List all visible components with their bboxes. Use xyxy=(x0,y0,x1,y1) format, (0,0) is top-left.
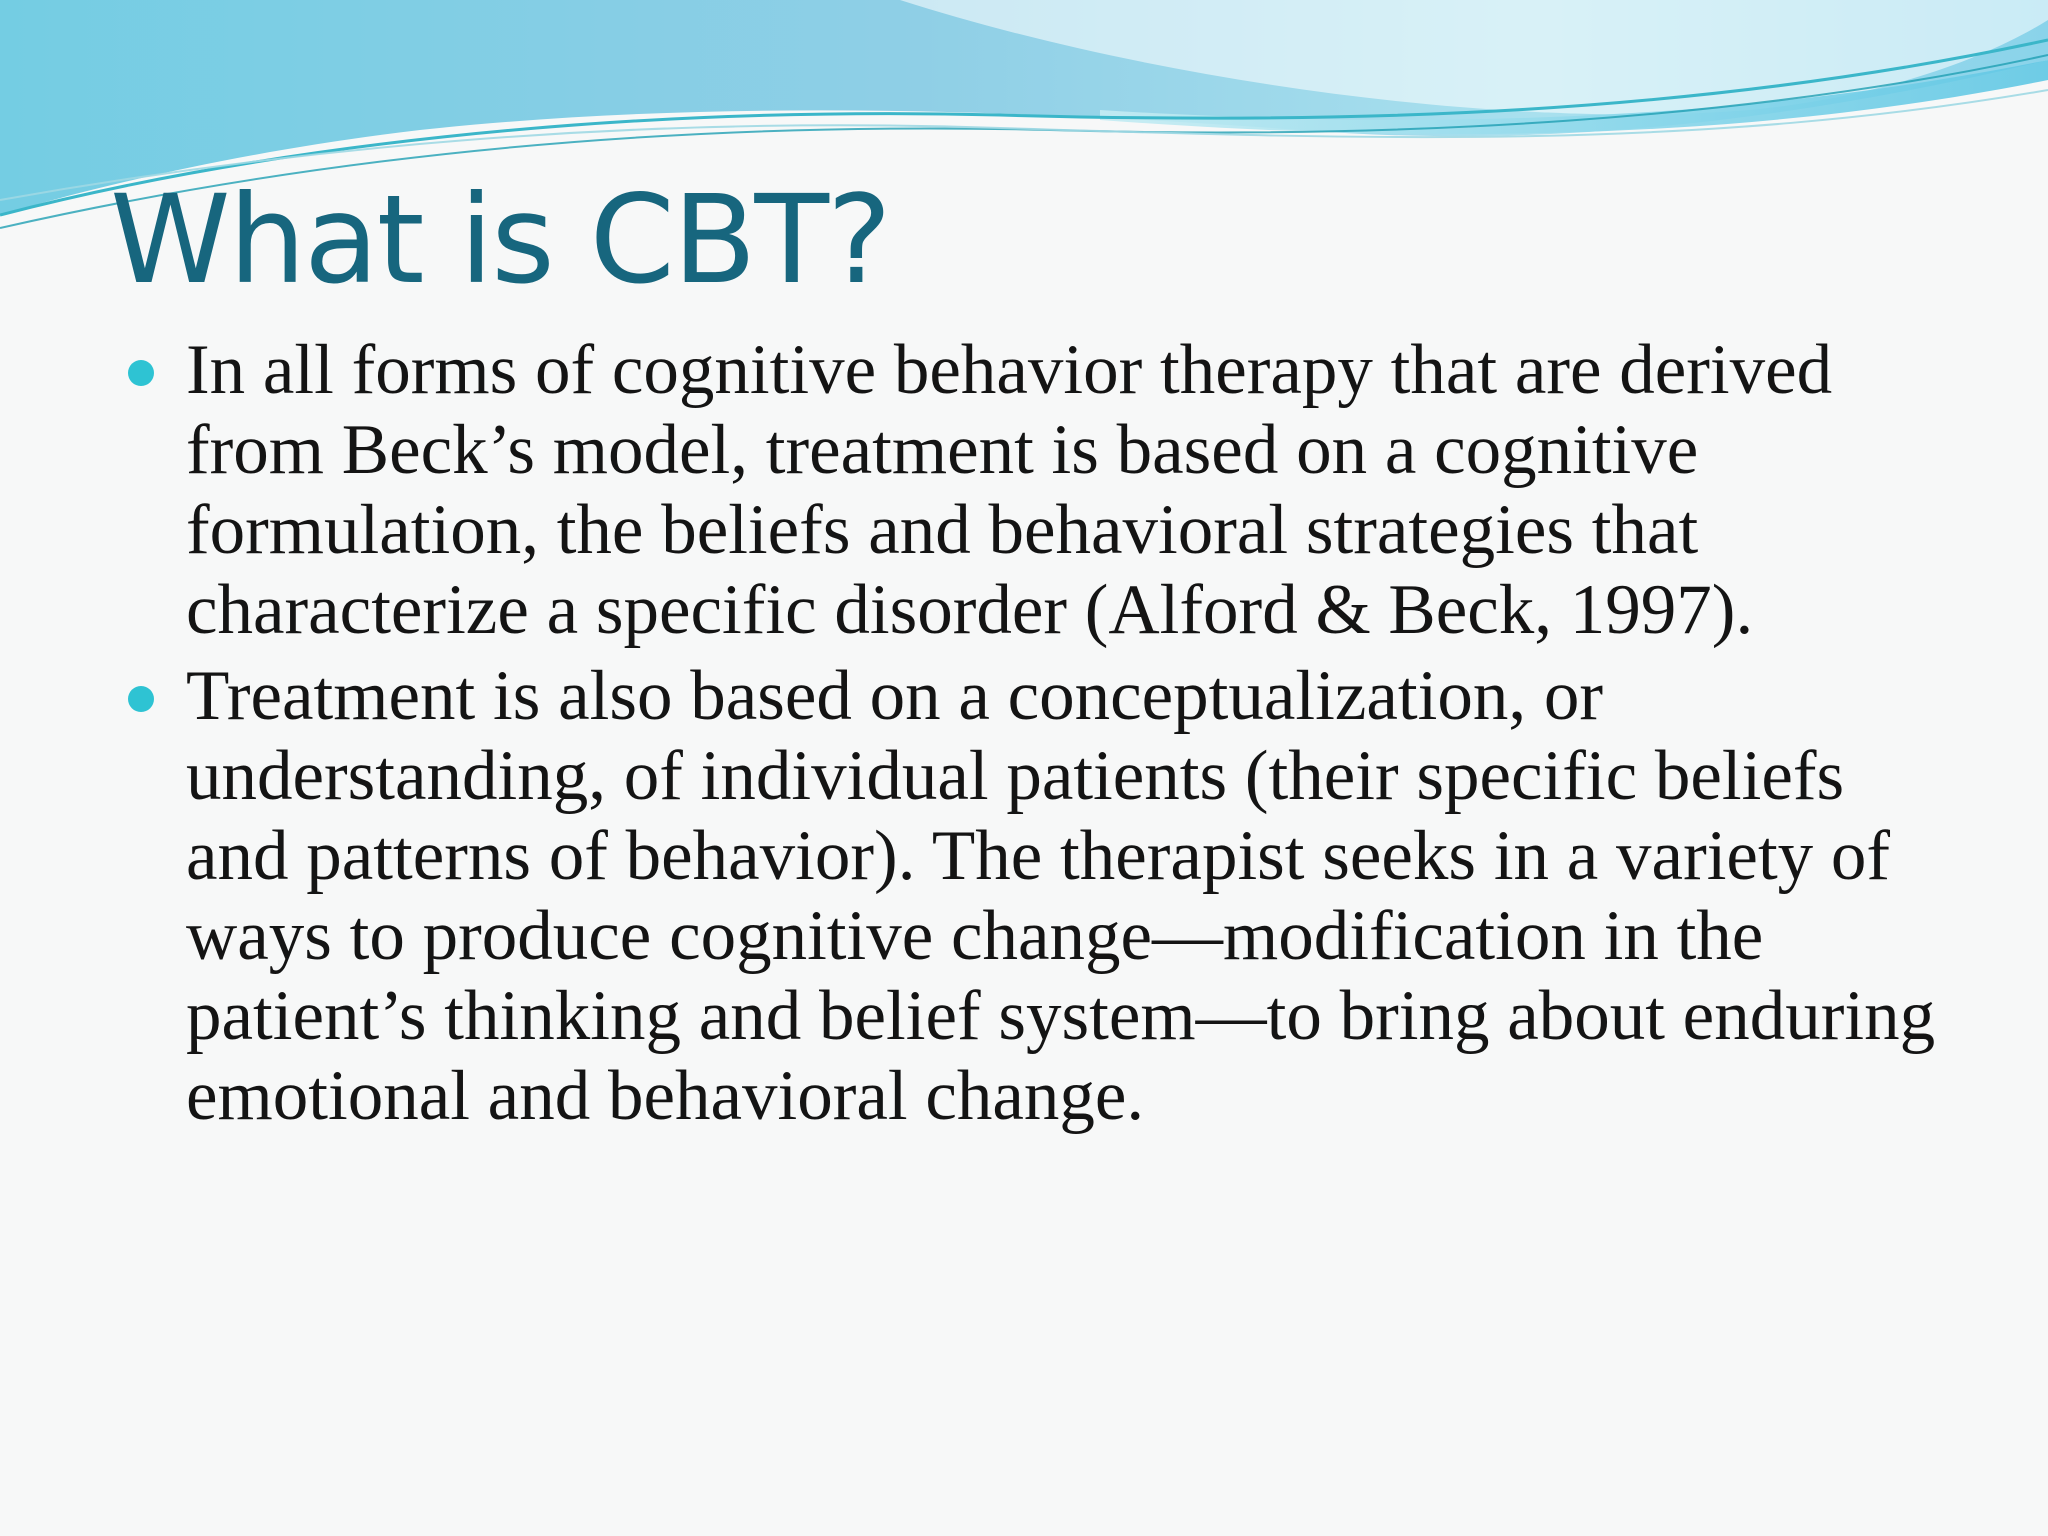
slide-title: What is CBT? xyxy=(110,169,890,311)
bullet-item-2 xyxy=(128,656,1938,1136)
bullet-text-2: Treatment is also based on a conceptualization, or understanding, of individual patients (their specific beliefs and patterns of behavior). The therapist seeks in a variety of ways to produce cognitive change—modification in the patient’s thinking and belief system—to bring about enduring emotional and behavioral change. xyxy=(186,657,1936,1135)
bullet-dot-icon xyxy=(128,686,154,712)
bullet-list xyxy=(128,330,1938,1142)
bullet-dot-icon xyxy=(128,360,154,386)
bullet-text-1: In all forms of cognitive behavior therapy that are derived from Beck’s model, treatment is based on a cognitive formulation, the beliefs and behavioral strategies that characterize a specific disorder (Alford & Beck, 1997). xyxy=(186,331,1833,649)
bullet-item-1 xyxy=(128,330,1938,650)
